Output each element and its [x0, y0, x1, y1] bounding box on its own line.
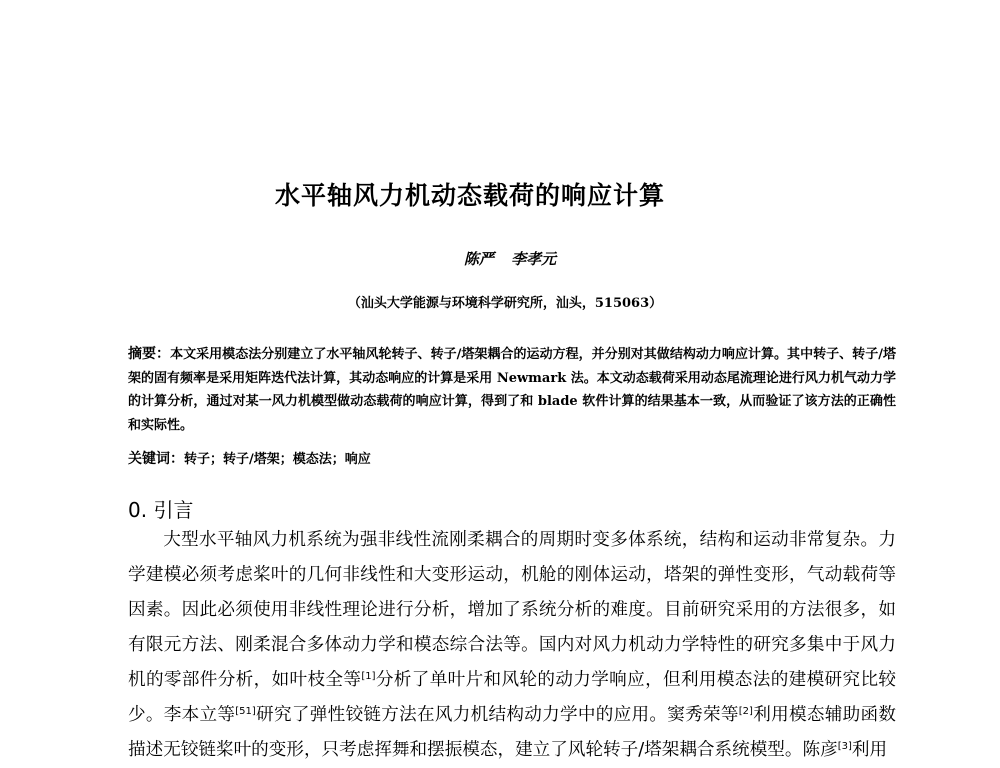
citation-ref: [1]	[361, 671, 376, 682]
abstract-text: 本文采用模态法分别建立了水平轴风轮转子、转子/塔架耦合的运动方程，并分别对其做结构动力响应计算。其中转子、转子/塔架的固有频率是采用矩阵迭代法计算，其动态响应的计算是采用 Newmark 法。本文动态载荷采用动态尾流理论进行风力机气动力学的计算分析，通过对某一风力机模型做动态载荷的响应计算，得到了和 blade 软件计算的结果基本一致，从而验证了该方法的正确性和实际性。	[128, 347, 896, 433]
keywords-text: 转子；转子/塔架；模态法；响应	[184, 452, 371, 467]
body-text-segment: 大型水平轴风力机系统为强非线性流刚柔耦合的周期时变多体系统，结构和运动非常复杂。力学建模必须考虑桨叶的几何非线性和大变形运动，机舱的刚体运动，塔架的弹性变形，气动载荷等因素。因此必须使用非线性理论进行分析，增加了系统分析的难度。目前研究采用的方法很多，如有限元方法、刚柔混合多体动力学和模态综合法等。国内对风力机动力学特性的研究多集中于风力机的零部件分析，如叶枝全等	[128, 530, 896, 690]
author-line: 陈严 李孝元	[463, 250, 557, 268]
citation-ref: [2]	[738, 706, 753, 717]
citation-ref: [3]	[837, 741, 852, 752]
section-heading-introduction: 0. 引言	[128, 498, 194, 522]
paper-title: 水平轴风力机动态载荷的响应计算	[274, 181, 665, 210]
keywords-label: 关键词：	[128, 451, 184, 467]
citation-ref: [51]	[235, 706, 256, 717]
affiliation-line: （汕头大学能源与环境科学研究所，汕头，515063）	[347, 296, 663, 311]
body-text-segment: 研究了弹性铰链方法在风力机结构动力学中的应用。窦秀荣等	[255, 705, 739, 725]
body-text-segment: 利用模态辅助函数描述无铰链桨叶的变形，只考虑挥舞和摆振模态，建立了风轮转子/塔架耦合系统模型。陈彦	[128, 705, 896, 760]
body-text-segment: 利用	[851, 740, 888, 760]
introduction-paragraph	[128, 523, 896, 768]
body-text-segment: 分析了单叶片和风轮的动力学响应，但利用模态法的建模研究比较少。李本立等	[128, 670, 896, 725]
abstract-label: 摘要：	[128, 346, 171, 362]
keywords-line	[128, 448, 896, 471]
abstract-paragraph	[128, 343, 896, 437]
